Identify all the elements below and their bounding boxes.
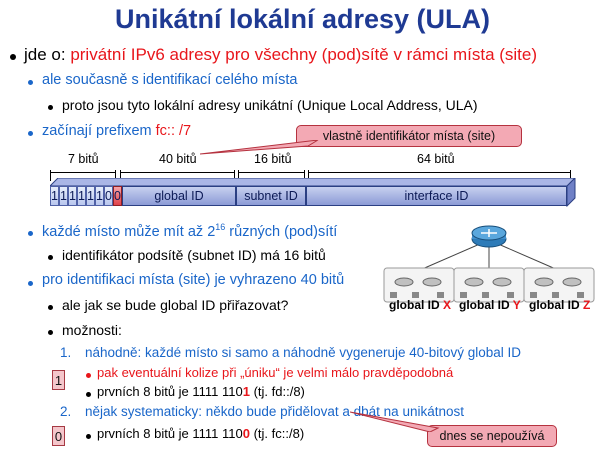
site-cloud-icon: [524, 268, 594, 302]
prefix-value: fc:: /7: [155, 123, 192, 139]
router-icon: [472, 226, 506, 247]
bullet-fc-prefix: [97, 426, 304, 441]
l-bit-value: 1: [242, 384, 250, 399]
bullet-dot: [28, 231, 33, 236]
prefix-bit: 1: [50, 186, 59, 206]
option-number: 1.: [60, 345, 72, 360]
badge-random: 1: [52, 370, 65, 390]
dimension-line: [50, 172, 115, 173]
bullet-label: jde o:: [24, 45, 71, 64]
dimension-line: [120, 172, 234, 173]
badge-systematic: 0: [52, 426, 65, 446]
dimension-line: [308, 172, 570, 173]
bullet-text: prvních 8 bitů je 1111 110: [97, 426, 243, 441]
bullet-kolize: pak eventuální kolize při „úniku“ je velmi málo pravděpodobná: [97, 365, 454, 380]
width-label-7: 7 bitů: [68, 152, 99, 166]
site-label-text: global ID: [529, 298, 583, 312]
l-bit-segment: 0: [113, 186, 122, 206]
bullet-text: (tj. fd::/8): [249, 384, 305, 399]
option-number: 2.: [60, 404, 72, 419]
bullet-dot: [28, 281, 33, 286]
site-cloud-icon: [384, 268, 454, 302]
address-bar-side-face: [566, 178, 576, 207]
width-label-16: 16 bitů: [254, 152, 292, 166]
bullet-text: (tj. fc::/8): [249, 426, 305, 441]
prefix-bit: 1: [59, 186, 68, 206]
site-label-y: [459, 298, 521, 312]
bullet-40-bitu: pro identifikaci místa (site) je vyhrazeno 40 bitů: [42, 272, 345, 288]
site-cloud-icon: [454, 268, 524, 302]
bullet-jde-o: [24, 45, 537, 65]
option-random: náhodně: každé místo si samo a náhodně vygeneruje 40-bitový global ID: [85, 345, 522, 360]
site-label-text: global ID: [459, 298, 513, 312]
site-label-x: [389, 298, 451, 312]
subnet-id-segment: subnet ID: [236, 186, 306, 206]
callout-unused: dnes se nepoužívá: [427, 425, 557, 447]
slide-title: Unikátní lokální adresy (ULA): [114, 4, 491, 34]
width-label-64: 64 bitů: [417, 152, 455, 166]
global-id-segment: global ID: [122, 186, 236, 206]
site-label-z: [529, 298, 590, 312]
prefix-bit: 0: [104, 186, 113, 206]
bullet-highlight: privátní IPv6 adresy pro všechny (pod)sítě v rámci místa (site): [70, 45, 538, 64]
bullet-dot: [86, 392, 91, 397]
prefix-bit: 1: [77, 186, 86, 206]
prefix-bit: 1: [95, 186, 104, 206]
bullet-soucasne: ale současně s identifikací celého místa: [42, 72, 298, 88]
bullet-dot: [28, 80, 33, 85]
bullet-text: každé místo může mít až 2: [42, 223, 216, 240]
exponent: 16: [215, 222, 226, 232]
bullet-dot: [28, 131, 33, 136]
bullet-dot: [48, 105, 53, 110]
bullet-label: začínají prefixem: [42, 123, 156, 139]
prefix-bit: 1: [86, 186, 95, 206]
site-letter: X: [443, 298, 452, 312]
bullet-dot: [48, 330, 53, 335]
callout-pointer: [350, 410, 440, 432]
width-label-40: 40 bitů: [159, 152, 197, 166]
bullet-text: různých (pod)sítí: [225, 223, 338, 240]
bullet-dot: [48, 305, 53, 310]
site-label-text: global ID: [389, 298, 443, 312]
bullet-dot: [48, 255, 53, 260]
interface-id-segment: interface ID: [306, 186, 567, 206]
l-bit-value: 0: [242, 426, 250, 441]
bullet-text: prvních 8 bitů je 1111 110: [97, 384, 243, 399]
bullet-subnet-id: identifikátor podsítě (subnet ID) má 16 bitů: [62, 247, 326, 263]
bullet-podsite: [42, 222, 337, 240]
bullet-dot: [10, 54, 16, 60]
site-letter: Y: [512, 298, 521, 312]
site-letter: Z: [583, 298, 591, 312]
dimension-line: [238, 172, 304, 173]
bullet-prirazovat: ale jak se bude global ID přiřazovat?: [62, 297, 289, 313]
callout-site-id: vlastně identifikátor místa (site): [296, 125, 522, 147]
option-systematic: nějak systematicky: někdo bude přidělovat a dbát na unikátnost: [85, 404, 464, 419]
bullet-unikatni: proto jsou tyto lokální adresy unikátní (Unique Local Address, ULA): [62, 97, 478, 113]
bullet-prefix: [42, 123, 191, 139]
bullet-moznosti: možnosti:: [62, 322, 122, 338]
bullet-dot: [86, 373, 91, 378]
bullet-fd-prefix: [97, 384, 305, 399]
prefix-bit: 1: [68, 186, 77, 206]
bullet-dot: [86, 434, 91, 439]
